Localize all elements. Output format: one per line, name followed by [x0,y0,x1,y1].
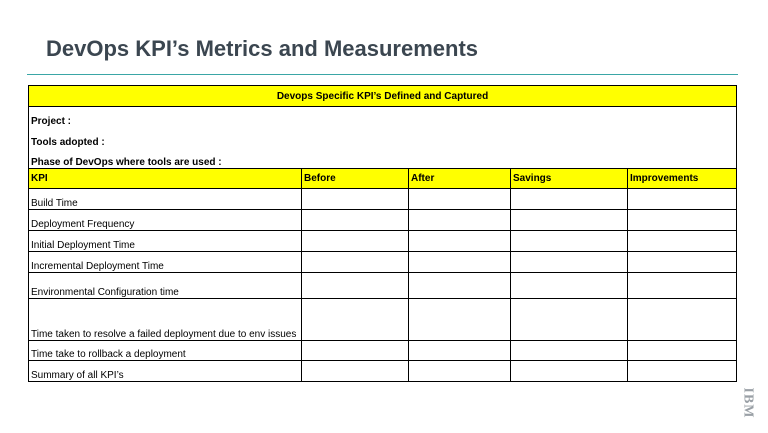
table-row [29,341,737,361]
kpi-cell: Time taken to resolve a failed deployment due to env issues [29,299,302,341]
improvements-cell [628,210,737,231]
kpi-cell: Environmental Configuration time [29,273,302,299]
savings-cell [511,231,628,252]
before-cell [302,361,409,382]
before-cell [302,252,409,273]
kpi-cell: Deployment Frequency [29,210,302,231]
improvements-cell [628,299,737,341]
before-cell [302,341,409,361]
devops-phase-row: Phase of DevOps where tools are used : [29,148,737,169]
improvements-cell [628,252,737,273]
savings-cell [511,361,628,382]
improvements-cell [628,341,737,361]
slide-title: DevOps KPI’s Metrics and Measurements [46,36,479,61]
savings-cell [511,273,628,299]
improvements-cell [628,231,737,252]
after-cell [409,189,511,210]
after-cell [409,341,511,361]
savings-cell [511,252,628,273]
table-row [29,231,737,252]
savings-cell [511,299,628,341]
ibm-logo [740,385,754,421]
tools-adopted-row: Tools adopted : [29,127,737,148]
after-cell [409,231,511,252]
improvements-cell [628,189,737,210]
table-row [29,273,737,299]
savings-cell [511,210,628,231]
improvements-cell [628,361,737,382]
before-cell [302,189,409,210]
table-row [29,299,737,341]
ibm-logo-text: IBM [740,387,755,419]
savings-cell [511,189,628,210]
kpi-cell: Incremental Deployment Time [29,252,302,273]
title-divider [27,74,738,75]
table-row [29,252,737,273]
savings-cell [511,341,628,361]
after-cell [409,361,511,382]
table-banner: Devops Specific KPI’s Defined and Captured [29,86,737,107]
table-row [29,210,737,231]
kpi-cell: Build Time [29,189,302,210]
header-kpi: KPI [29,169,302,189]
header-improvements: Improvements [628,169,737,189]
kpi-cell: Initial Deployment Time [29,231,302,252]
before-cell [302,210,409,231]
before-cell [302,273,409,299]
header-after: After [409,169,511,189]
header-savings: Savings [511,169,628,189]
after-cell [409,299,511,341]
after-cell [409,252,511,273]
kpi-cell: Summary of all KPI’s [29,361,302,382]
kpi-cell: Time take to rollback a deployment [29,341,302,361]
kpi-table [28,85,737,382]
improvements-cell [628,273,737,299]
header-before: Before [302,169,409,189]
project-row: Project : [29,107,737,127]
after-cell [409,273,511,299]
before-cell [302,231,409,252]
before-cell [302,299,409,341]
table-row [29,361,737,382]
table-row [29,189,737,210]
after-cell [409,210,511,231]
table-header-row [29,169,737,189]
